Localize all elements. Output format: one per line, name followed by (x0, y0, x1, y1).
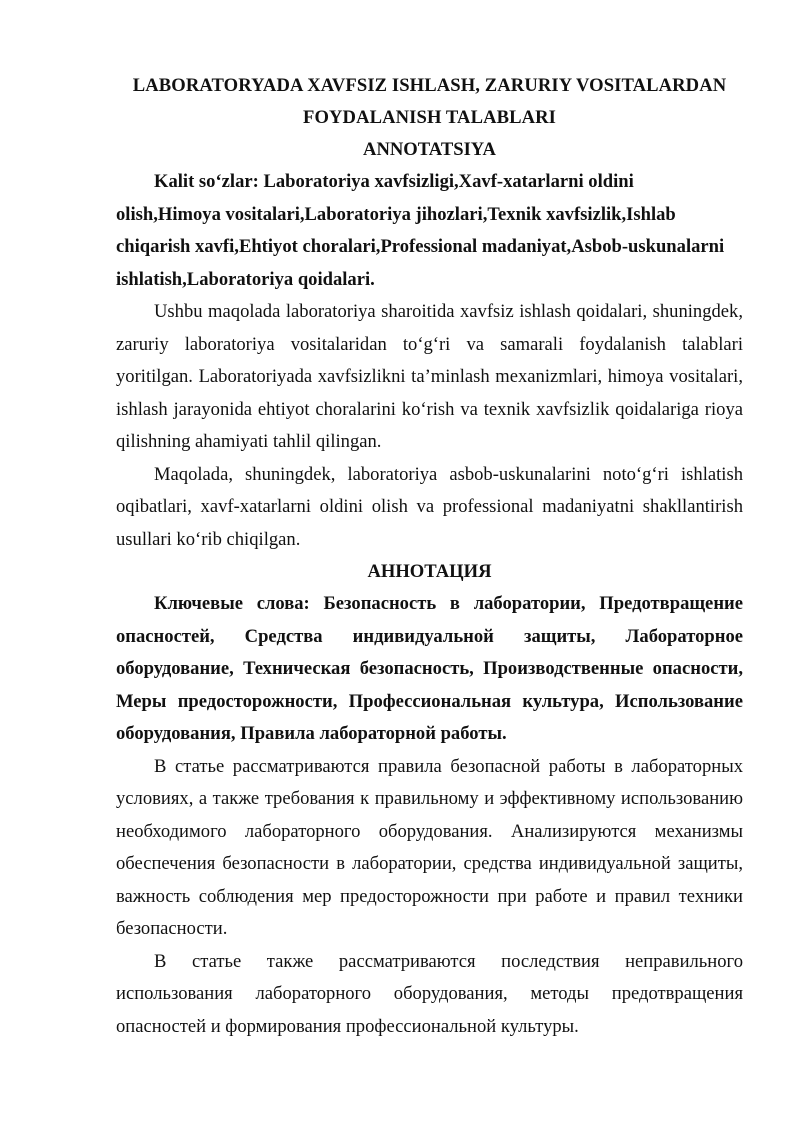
article-title-line-2: FOYDALANISH TALABLARI (303, 107, 556, 128)
keywords-uz-line-4: ishlatish,Laboratoriya qoidalari. (116, 268, 375, 290)
annotation-uz-heading: ANNOTATSIYA (363, 139, 496, 160)
keywords-uz (116, 166, 743, 296)
article-title (116, 70, 743, 134)
article-title-line-1: LABORATORYADA XAVFSIZ ISHLASH, ZARURIY VOSITALARDAN (132, 75, 727, 96)
document-content (116, 70, 743, 1043)
annotation-uz-paragraph-1: Ushbu maqolada laboratoriya sharoitida xavfsiz ishlash qoidalari, shuningdek, zaruriy laboratoriya vositalaridan to‘g‘ri va samarali foydalanish talablari yoritilgan. Laboratoriyada xavfsizlikni ta’minlash mexanizmlari, himoya vositalari, ishlash jarayonida ehtiyot choralarini ko‘rish va texnik xavfsizlik qoidalariga rioya qilishning ahamiyati tahlil qilingan. (116, 301, 743, 452)
keywords-uz-line-1: Kalit so‘zlar: Laboratoriya xavfsizligi,Xavf-xatarlarni oldini (154, 171, 634, 192)
keywords-uz-line-3: chiqarish xavfi,Ehtiyot choralari,Professional madaniyat,Asbob-uskunalarni (116, 236, 725, 257)
annotation-ru-paragraph-2: В статье также рассматриваются последствия неправильного использования лабораторного оборудования, методы предотвращения опасностей и формирования профессиональной культуры. (116, 950, 743, 1037)
keywords-uz-line-2: olish,Himoya vositalari,Laboratoriya jihozlari,Texnik xavfsizlik,Ishlab (116, 203, 676, 225)
annotation-ru-heading: АННОТАЦИЯ (367, 561, 492, 582)
annotation-ru-paragraph-1: В статье рассматриваются правила безопасной работы в лабораторных условиях, а также требования к правильному и эффективному использованию необходимого лабораторного оборудования. Анализируются механизмы обеспечения безопасности в лаборатории, средства индивидуальной защиты, важность соблюдения мер предосторожности при работе и правил техники безопасности. (116, 755, 743, 939)
annotation-uz-paragraph-2: Maqolada, shuningdek, laboratoriya asbob-uskunalarini noto‘g‘ri ishlatish oqibatlari, xavf-xatarlarni oldini olish va professional madaniyatni shakllantirish usullari ko‘rib chiqilgan. (116, 463, 743, 550)
keywords-ru: Ключевые слова: Безопасность в лаборатории, Предотвращение опасностей, Средства индивидуальной защиты, Лабораторное оборудование, Техническая безопасность, Производственные опасности, Меры предосторожности, Профессиональная культура, Использование оборудования, Правила лабораторной работы. (116, 593, 743, 744)
